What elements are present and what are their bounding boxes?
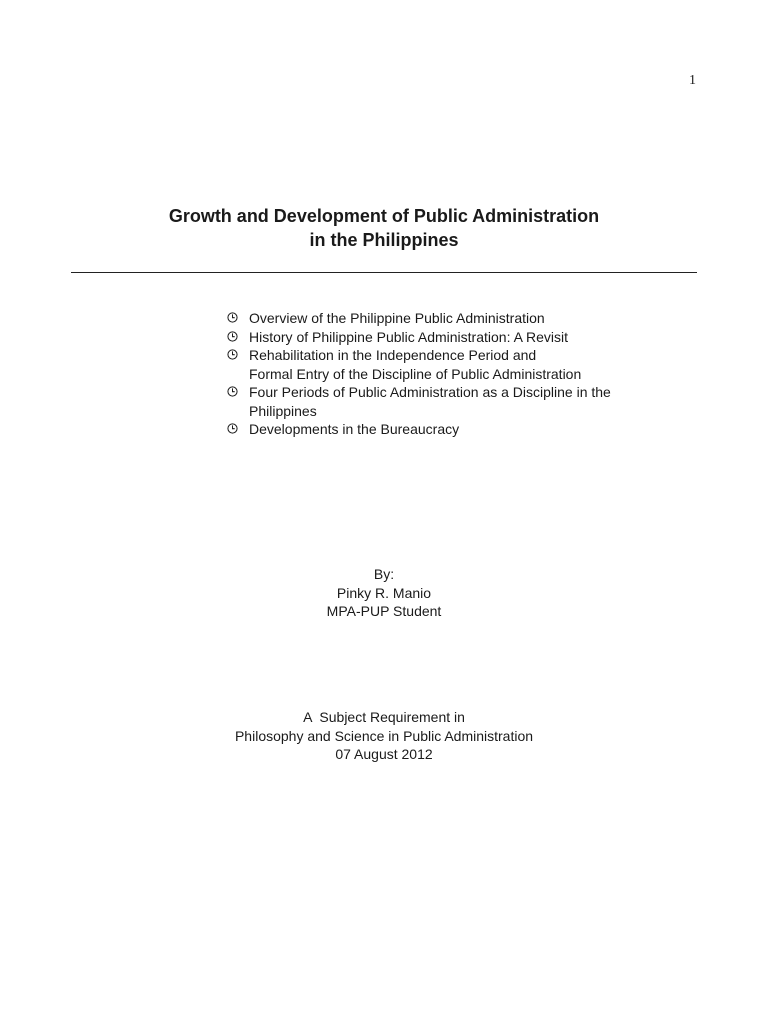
author-affiliation: MPA-PUP Student: [326, 603, 442, 619]
topic-item: [226, 346, 666, 383]
topic-line: Developments in the Bureaucracy: [249, 421, 460, 437]
author-name: Pinky R. Manio: [336, 584, 432, 601]
clock-icon: [227, 331, 238, 342]
requirement-date: 07 August 2012: [335, 746, 433, 762]
topic-item: [226, 328, 666, 347]
topic-item: [226, 383, 666, 420]
clock-icon: [227, 312, 238, 323]
topic-list: [226, 309, 666, 439]
title-line-2: in the Philippines: [309, 230, 459, 250]
topic-item: [226, 309, 666, 328]
horizontal-divider: [71, 272, 697, 273]
topic-line: Overview of the Philippine Public Administration: [249, 310, 545, 326]
title-line-1: Growth and Development of Public Administration: [168, 206, 600, 226]
subject-requirement: [0, 708, 768, 764]
clock-icon: [227, 349, 238, 360]
topic-line: Formal Entry of the Discipline of Public Administration: [249, 365, 582, 382]
topic-line: Rehabilitation in the Independence Period and: [249, 347, 537, 363]
topic-line: Philippines: [249, 402, 317, 419]
document-title: [0, 204, 768, 252]
byline: [0, 565, 768, 621]
clock-icon: [227, 386, 238, 397]
topic-item: [226, 420, 666, 439]
byline-by: By:: [373, 566, 395, 582]
clock-icon: [227, 423, 238, 434]
requirement-course: Philosophy and Science in Public Administration: [234, 727, 534, 744]
requirement-line-1: A Subject Requirement in: [303, 709, 465, 725]
topic-line: History of Philippine Public Administration: A Revisit: [249, 328, 569, 345]
page-number: 1: [689, 73, 696, 88]
topic-line: Four Periods of Public Administration as a Discipline in the: [249, 384, 611, 400]
